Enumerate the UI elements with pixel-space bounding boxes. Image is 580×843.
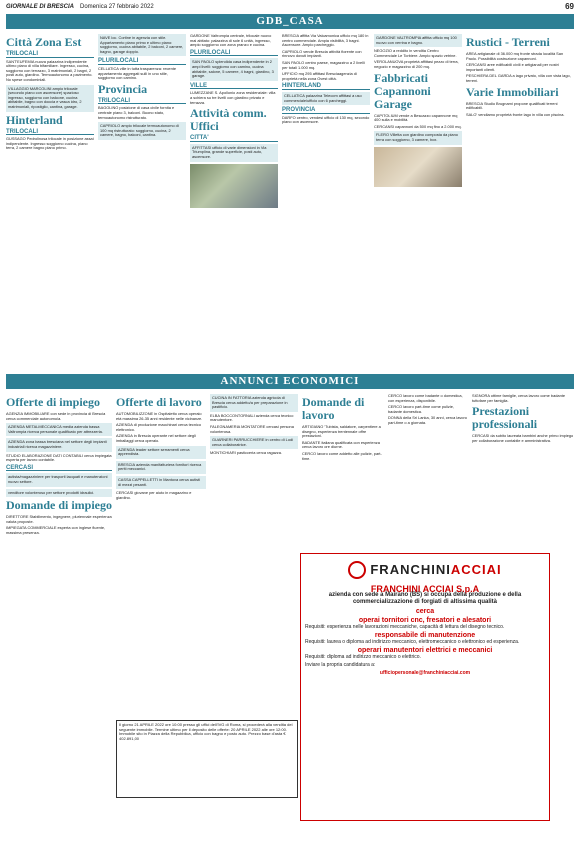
heading-domande-lavoro: Domande di lavoro [302,395,365,422]
logo-icon [348,561,366,579]
subheading-provincia: PROVINCIA [282,108,370,114]
heading-prestazioni: Prestazioni professionali [472,404,538,432]
cerca-label: cerca [415,608,435,615]
listing: CELLATICA ville in tutta trasparenza: recente appartamento aggregati sulli in uno stile, soggiorno con camino. [98,65,176,81]
subheading-cercasi: CERCASI [6,466,112,472]
listing: CERCASI da subito laureata bambini anche primo impiego per collaborazione contabile e amministrativa. [472,433,574,443]
role-requirements: Requisiti: esperienza nelle lavorazioni meccaniche, capacità di lettura del disegno tecnico. [305,624,505,630]
listing: SANT'EUFEMIA nuova palazzina indipendente ultimo piano di villa bifamiliare. Ingresso, cucina, soggiorno con terrazzo, 3 matrimoniali, 2 bagni, 2 posti auto, giardino. Termoautonomo a pavimento. No spese condominiali. [6,58,93,82]
listing: AZIENDA di produzione macchinari cerca tecnico elettronico. [116,422,201,432]
listing: AZIENDA leader settore serramenti cerca apprendista. [116,446,206,459]
publication-name: GIORNALE DI BRESCIA [6,4,75,10]
heading-offerte-impiego: Offerte di impiego [6,395,100,409]
column-5 [374,34,462,370]
listing: SAN PAOLO centro paese, magazzino a 2 livelli per totali 1.000 mq. [282,59,365,70]
listing: BRESCIA affitta Via Valcamonica ufficio mq 180 in centro commerciale. Ampia visibilità, 3 bagni. Ascensore. Ampio parcheggio. [282,34,369,48]
listing: CUCINA IN FATTORIA azienda agricola di Brescia cerca addetto/a per preparazione in pastificio. [210,394,298,412]
listing: BADANTE italiana qualificata con esperienza cerca lavoro ore diurne. [302,439,380,450]
listing: DIRETTORE Stabilimento, ingegnere, pluriennale esperienza valuta proposte. [6,514,112,524]
subheading-citta: CITTA' [190,136,278,142]
listing: PESCHIERA DEL GARDA a lago privato, villa con vista lago, terreni. [466,73,571,83]
listing: CERCASI giovane per aiuto in magazzino e giardino. [116,490,192,500]
listing: GARDONE VALTROMPIA affitta ufficio mq 100 nuovo con verrina e bagno. [374,34,462,47]
page-header [6,2,574,12]
role-title: responsabile di manutenzione [374,632,476,639]
subheading-trilocali: TRILOCALI [6,52,94,58]
listing: STUDIO ELABORAZIONE DATI CONTABILI cerca impiegata esperta per lavoro contabile. [6,452,112,463]
listing: VEROLANUOVA proprietà affittasi pezzo di terra, negozio e magazzino di 200 mq. [374,59,459,69]
heading-offerte-lavoro: Offerte di lavoro [116,395,202,409]
role-requirements: Requisiti: diploma ad indirizzo meccanico o elettrico. [305,654,421,660]
company-name: FRANCHINI ACCIAI S.p.A [370,584,480,594]
listing: CELLATICA palazzina Telecom affittasi a uso commerciale/ufficio con 6 parcheggi. [282,92,370,105]
column-4 [282,34,370,370]
listing: CAPITOLIUM vende a Bescazzo capannone mq 400 sulla e mobilità. [374,112,458,123]
apply-email[interactable]: ufficiopersonale@franchiniacciai.com [379,670,471,676]
section-title-top: GDB_CASA [6,14,574,29]
listing: CERCO lavoro part-time come pulizie, badante domestica. [388,404,454,414]
listing: SALO' vendiamo proprietà fronte lago in villa con piscina. [466,111,565,117]
column-middle [210,394,298,716]
listing: CASSA CAPPELLETTI in Mantova cerca autisti di mezzi pesanti. [116,476,206,489]
column-3 [190,34,278,370]
listing: CERCANSI capannoni da 500 mq fino a 2.000 mq. [374,123,462,129]
column-prestazioni [472,394,574,550]
property-photo [374,147,462,187]
listing: UFFICIO mq 295 affittasi Bresciaagenzia di proprietà nella zona Ovest città. [282,71,357,81]
listing: AUTOMOBILIZZONE in Ospitaletto cerca operaio età massima 26-35 anni residente nelle vicinanze. [116,411,203,421]
listing: venditore volonteroso per settore prodotti idraulici. [6,489,112,498]
column-1 [6,34,94,370]
listing: AZIENDA in Brescia operante nel settore degli imballaggi cerca operaio. [116,433,196,443]
column-2 [98,34,186,370]
listing: ARTIGIANO 'Tubista, saldatore, carpentiere a disegno, esperienza trentennale offre prestazioni. [302,424,381,439]
subheading-plurilocali: PLURILOCALI [190,51,278,57]
listing: AZIENDA METALMECCANICA media azienda bassa Valtrompia ricerca personale qualificato per attrezzeria. [6,423,112,436]
column-offerte-impiego [6,394,112,839]
logo-text-a: FRANCHINI [370,562,451,577]
listing: NAVE loc. Cortine in agenzia con stile. Appartamento piano primo e ultimo piano: soggiorno, cucina abitabile, 2 balconi, 2 camere, bagno, garage doppio. [98,34,186,56]
column-6 [466,34,574,370]
listing: GUARNERI PARRUCCHIERE in centro di Lodi cerca collaboratrice. [210,436,298,449]
listing: CERCO lavoro come badante o domestica, con esperienza, disponibile. [388,394,463,403]
listing: VILLAGGIO MARCOLINI ampio trilocale (secondo piano con ascensore) spazioso ingresso, soggiorno con balcone, cucina abitabile, bagno con doccia e vasca idro, 2 matrimoniali, ripostiglio, cantina, garage. [6,85,94,112]
publication-date: Domenica 27 febbraio 2022 [80,4,154,10]
listing: MONTICHIARI pasticceria cerca ragazza. [210,450,282,456]
listing: DARFO centro, vendesi ufficio di 130 mq, secondo piano con ascensore. [282,114,370,125]
subheading-plurilocali: PLURILOCALI [98,59,186,65]
heading-hinterland: Hinterland [6,112,63,127]
role-title: operai tornitori cnc, fresatori e alesatori [358,617,492,624]
listing: SIGNORA ottime famiglie, cerca lavoro come badante tuttofare per famiglia. [472,394,565,403]
listing: AZIENDA zona bassa bresciana nel settore degli impianti industriali ricerca magazziniere. [6,438,112,451]
column-offerte-lavoro [116,394,206,716]
listing: AGENZIA IMMOBILIARE con sede in provincia di Brescia cerca commerciale autonomo/a. [6,411,106,421]
heading-fabbricati: Fabbricati Capannoni Garage [374,70,431,111]
role-title: operari manutentori elettrici e meccanici [357,647,493,654]
heading-attivita: Attività comm. Uffici [190,106,267,134]
page-number: 69 [565,2,574,11]
subheading-trilocali: TRILOCALI [6,130,94,136]
logo-text-b: ACCIAI [450,562,502,577]
property-photo [190,164,278,208]
listing: NEGOZIO a reddito in vendita Centro Commerciale Le Torbiere. Ampio spazio vetrine. [374,48,457,58]
heading-domande-impiego: Domande di impiego [6,498,112,513]
apply-instructions: Inviare la propria candidatura a: [305,662,376,668]
listing: CERCO lavoro come addetto alle pulizie, part-time. [302,450,382,461]
listing: CERCANSI aree edificabili civili e artigianali per nostri importanti clienti. [466,62,559,72]
subheading-ville: VILLE [190,84,278,90]
listing: ELBA BOCCONTORNALI azienda cerca tecnico manutentore. [210,412,294,423]
listing: BRESCIA Studio Brugnami propone qualificati terreni edificabili. [466,100,558,111]
heading-zona-est: Città Zona Est [6,35,82,49]
listing: GUSSAGO Pedrolinosa trilocale in posizione assai indipendente. Ingresso soggiorno cucina, piano terra, 2 camere bagno piano primo. [6,136,94,151]
heading-varie: Varie Immobiliari [466,84,559,99]
listing: DONNA della Sri Lanka, 30 anni, cerca lavoro part-time o a giornata. [388,415,467,425]
listing: AFFITTASI ufficio di varie dimensioni in Via Triumplina, grande superficie, posti auto, ascensore. [190,144,278,162]
company-tagline: azienda con sede a Mairano (BS) si occupa della produzione e della commercializzazione di forgiati di altissima qualità [328,592,522,605]
section-title-bottom: ANNUNCI ECONOMICI [6,374,574,389]
listing: SAN PAOLO splendida casa indipendente in 2 ampi livelli: soggiorno con camino, cucina abitabile, salone, 5 camere, 4 bagni, giardino, 3 garage. [190,58,278,80]
heading-provincia: Provincia [98,81,148,96]
listing: autista/magazziniere per trasporti lacquati e manutenzioni nuovo settore. [6,473,112,486]
listing: BAGOLINO posizione di casa civile fornita e centrale piano 3, balconi. Buono stato, termoautonomo ristrutturato. [98,105,175,120]
listing: CAPRIOLO vende Brescia attività fiorente con rinnovo dovuti impianti. [282,48,362,59]
listing: CAPRIOLO ampio trilocale termoautonomo di 100 mq ristrutturato: soggiorno, cucina, 2 camere, bagno, balconi, cantina. [98,122,186,140]
listing: BRESCIA azienda manifatturiera fornitori ricerca periti meccanici. [116,461,206,474]
listing: FLERO Villetta con giardino composta da piano terra con soggiorno, 3 camere, box. [374,131,462,144]
listing: IMPIEGATA COMMERCIALE esperta con inglese fluente, massima presenza. [6,525,106,535]
auction-notice: Il giorno 21 APRILE 2022 ore 10:00 presso gli uffici dell'IVG di Roma, si procederà alla vendita del seguente immobile. Termine ultimo per il deposito delle offerte: 20 APRILE 2022 alle ore 12:00. Immobile sito in Piazza della Repubblica, ufficio con bagno e posto auto. Prezzo base d'asta € 402.891,00 [116,720,298,798]
subheading-trilocali: TRILOCALI [98,99,186,105]
column-cerco [388,394,468,550]
column-domande-lavoro [302,394,384,550]
listing: LUMEZZANE S. Apollonio zona residenziale: villa a schiera su tre livelli con giardino privato e terrazza. [190,90,276,105]
heading-rustici: Rustici - Terreni [466,35,550,49]
role-requirements: Requisiti: laurea o diploma ad indirizzo meccanico, elettromeccanico o elettronico ed esperienza. [305,639,520,645]
listing: AREA artigianale di 36.000 mq fronte strada località San Paolo. Possibilità costruzione capannoni. [466,51,564,61]
listing: GARDONE Valtrompia centrale, trilocale nuovo mai abitato: palazzina di sole 6 unità, ingresso, ampio soggiorno con zona pranzo e cucina. [190,34,272,48]
company-logo [301,558,549,582]
franchini-ad [300,553,550,821]
listing: FALEGNAMERIA MONTATORE cercasi persona volonterosa. [210,423,294,434]
subheading-hinterland: HINTERLAND [282,84,370,90]
